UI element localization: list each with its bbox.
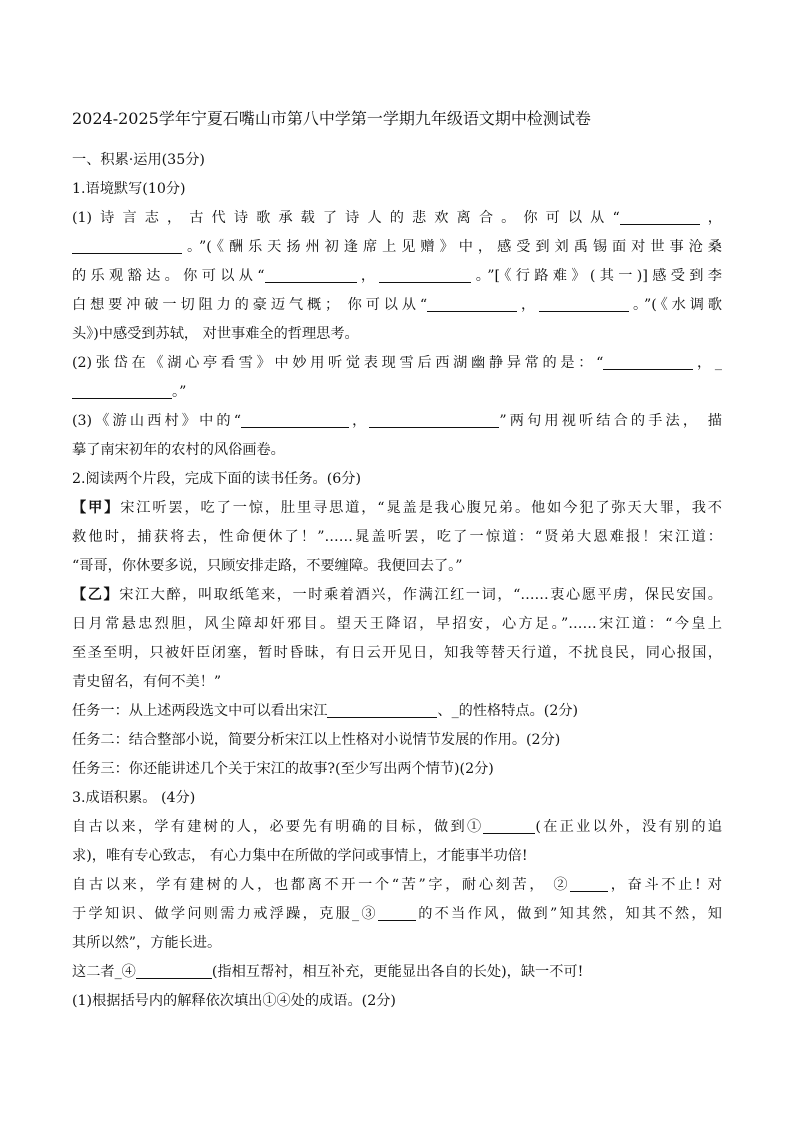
blank[interactable]: [379, 264, 471, 283]
blank[interactable]: [483, 815, 535, 834]
q3-para-b-3: 其所以然”，方能长进。: [72, 935, 222, 951]
passage-jia-tag: 【甲】: [72, 500, 121, 516]
blank[interactable]: [241, 409, 349, 428]
passage-jia-1: 【甲】宋江听罢，吃了一惊，肚里寻思道，“晁盖是我心腹兄弟。他如今犯了弥天大罪，我不: [72, 500, 722, 516]
q1-line-5: 头》)中感受到苏轼， 对世事难全的哲理思考。: [72, 326, 359, 342]
q3-para-c: 这二者_④ (指相互帮衬，相互补充，更能显出各自的长处)，缺一不可!: [72, 958, 722, 987]
blank[interactable]: [72, 380, 172, 399]
section-heading: 一、积累·运用(35分): [72, 152, 205, 168]
blank[interactable]: [378, 902, 416, 921]
question-3-heading: 3.成语积累。 (4分): [72, 790, 196, 806]
blank[interactable]: [327, 699, 437, 718]
passage-yi-4: 青史留名，有何不美！”: [72, 674, 222, 690]
q1-part-2: (2)张岱在《湖心亭看雪》中妙用听觉表现雪后西湖幽静异常的是：“ ，_: [72, 349, 722, 378]
passage-yi-tag: 【乙】: [72, 587, 120, 603]
q1-line-2: 。”(《酬乐天扬州初逢席上见赠》中，感受到刘禹锡面对世事沧桑: [72, 233, 722, 262]
blank[interactable]: [570, 873, 608, 892]
question-1-heading: 1.语境默写(10分): [72, 181, 186, 197]
q3-para-b-1: 自古以来，学有建树的人，也都离不开一个“苦”字，耐心刻苦， ② ，奋斗不止! 对: [72, 871, 722, 900]
blank[interactable]: [539, 293, 629, 312]
q1-part-2-cont: 。”: [72, 378, 722, 407]
blank[interactable]: [620, 206, 700, 225]
q1-line-4: 白想要冲破一切阻力的豪迈气概； 你可以从“ ， 。”(《水调歌: [72, 291, 722, 320]
passage-jia-2: 救他时，捕获将去，性命便休了！”……晁盖听罢，吃了一惊道：“贤弟大恩难报！宋江道：: [72, 529, 722, 545]
blank[interactable]: [427, 293, 517, 312]
q1-part-3: (3)《游山西村》中的“ ， ”两句用视听结合的手法， 描: [72, 407, 722, 436]
q1-line-3: 的乐观豁达。你可以从“ ， 。”[《行路难》(其一)]感受到李: [72, 262, 722, 291]
blank[interactable]: [369, 409, 499, 428]
exam-content: [72, 146, 722, 1016]
exam-title: 2024-2025学年宁夏石嘴山市第八中学第一学期九年级语文期中检测试卷: [72, 109, 591, 128]
question-2-heading: 2.阅读两个片段，完成下面的读书任务。(6分): [72, 471, 362, 487]
q3-para-a-2: 求)，唯有专心致志， 有心力集中在所做的学问或事情上，才能事半功倍!: [72, 848, 528, 864]
passage-yi-2: 日月常悬忠烈胆，风尘障却奸邪目。望天王降诏，早招安，心方足。”……宋江道：“今皇上: [72, 616, 722, 632]
q3-para-b-2: 于学知识、做学问则需力戒浮躁，克服_③ 的不当作风，做到”知其然，知其不然，知: [72, 900, 722, 929]
q1-line-1: (1)诗言志，古代诗歌承载了诗人的悲欢离合。你可以从“ ，: [72, 204, 722, 233]
passage-jia-3: “哥哥，你休要多说，只顾安排走路，不要缠障。我便回去了。”: [72, 558, 463, 574]
passage-yi-3: 至圣至明，只被奸臣闭塞，暂时昏昧，有日云开见日，知我等替天行道，不扰良民，同心报国，: [72, 645, 722, 661]
blank[interactable]: [136, 960, 212, 979]
task-1: 任务一：从上述两段选文中可以看出宋江 、_的性格特点。(2分): [72, 697, 722, 726]
blank[interactable]: [265, 264, 357, 283]
q1-part-3-cont: 摹了南宋初年的农村的风俗画卷。: [72, 442, 285, 458]
q3-sub-question-1: (1)根据括号内的解释依次填出①④处的成语。(2分): [72, 993, 396, 1009]
q3-para-a-1: 自古以来，学有建树的人，必要先有明确的目标，做到① (在正业以外，没有别的追: [72, 813, 722, 842]
task-2: 任务二：结合整部小说，简要分析宋江以上性格对小说情节发展的作用。(2分): [72, 732, 561, 748]
blank[interactable]: [72, 235, 182, 254]
task-3: 任务三：你还能讲述几个关于宋江的故事?(至少写出两个情节)(2分): [72, 761, 494, 777]
blank[interactable]: [603, 351, 693, 370]
passage-yi-1: 【乙】宋江大醉，叫取纸笔来，一时乘着酒兴，作满江红一词，“……衷心愿平虏，保民安国。: [72, 587, 722, 603]
